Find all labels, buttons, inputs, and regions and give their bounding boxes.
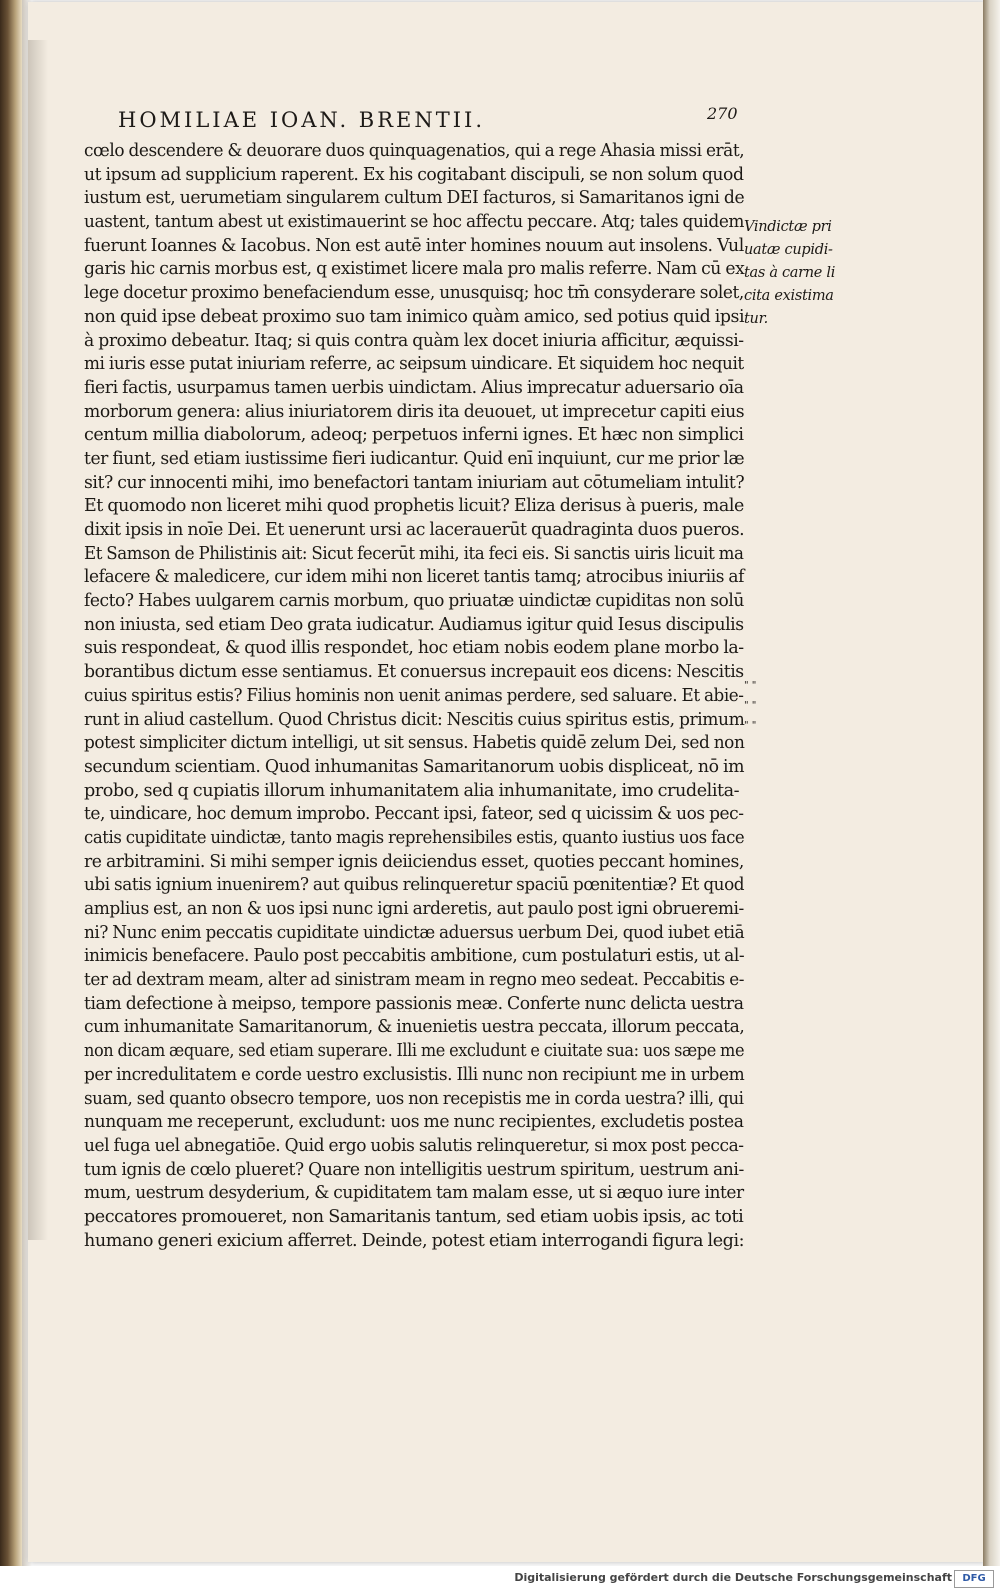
text-line: secundum scientiam. Quod inhumanitas Samaritanorum uobis displiceat, nō im (84, 756, 745, 777)
text-line: borantibus dictum esse sentiamus. Et conuersus increpauit eos dicens: Nescitis (84, 662, 744, 683)
dfg-logo: DFG (954, 1570, 994, 1588)
text-line: ter fiunt, sed etiam iustissime fieri iudicantur. Quid enī inquiunt, cur me prior læ (84, 448, 745, 469)
text-line: ni? Nunc enim peccatis cupiditate uindictæ aduersus uerbum Dei, quod iubet etiā (84, 922, 745, 943)
marginal-note-line: cita existima (744, 288, 834, 304)
quotation-mark: " " (744, 720, 757, 731)
text-line: iustum est, uerumetiam singularem cultum DEI facturos, si Samaritanos igni de (84, 188, 745, 209)
text-line: lege docetur proximo benefaciendum esse, unusquisq; hoc tm̄ consyderare solet, (84, 283, 744, 304)
quotation-mark: " " (744, 700, 757, 711)
text-line: non dicam æquare, sed etiam superare. Illi me excludunt e ciuitate sua: uos sæpe me (84, 1041, 745, 1062)
folio-number: 270 (707, 104, 738, 123)
marginal-note-line: uatæ cupidi- (744, 242, 833, 258)
footer-bar (0, 1566, 1000, 1590)
text-line: catis cupiditate uindictæ, tanto magis reprehensibiles estis, quanto iustius uos face (84, 827, 745, 848)
text-line: probo, sed q cupiatis illorum inhumanitatem alia inhumanitate, imo crudelita- (84, 780, 740, 801)
text-line: garis hic carnis morbus est, q existimet licere mala pro malis referre. Nam cū ex (84, 259, 745, 280)
text-line: ter ad dextram meam, alter ad sinistram meam in regno meo sedeat. Peccabitis e- (84, 970, 744, 991)
text-line: suam, sed quanto obsecro tempore, uos non recepistis me in corda uestra? illi, qui (84, 1088, 744, 1109)
text-line: cœlo descendere & deuorare duos quinquagenatios, qui a rege Ahasia missi erāt, (84, 141, 745, 161)
funding-credit: Digitalisierung gefördert durch die Deutsche Forschungsgemeinschaft (514, 1571, 952, 1584)
text-line: re arbitramini. Si mihi semper ignis deiiciendus esset, quoties peccant homines, (84, 851, 744, 872)
text-line: fuerunt Ioannes & Iacobus. Non est autē inter homines nouum aut insolens. Vul (84, 235, 744, 256)
text-line: inimicis benefacere. Paulo post peccabitis ambitione, cum postulaturi estis, ut al- (84, 946, 745, 967)
text-line: Et quomodo non liceret mihi quod prophetis licuit? Eliza derisus à pueris, male (84, 496, 744, 517)
text-line: amplius est, an non & uos ipsi nunc igni arderetis, aut paulo post igni obrueremi- (84, 899, 744, 919)
text-line: cuius spiritus estis? Filius hominis non uenit animas perdere, sed saluare. Et abie- (84, 685, 744, 706)
text-line: tum ignis de cœlo plueret? Quare non intelligitis uestrum spiritum, uestrum ani- (84, 1159, 744, 1180)
text-line: uel fuga uel abnegatiōe. Quid ergo uobis salutis relinqueretur, si mox post pecca- (84, 1135, 744, 1156)
body-text (84, 140, 744, 1253)
text-line: suis respondeat, & quod illis respondet, hoc etiam nobis eodem plane morbo la- (84, 638, 744, 659)
text-line: peccatores promoueret, non Samaritanis tantum, sed etiam uobis ipsis, ac toti (84, 1206, 744, 1227)
book-spine (0, 0, 22, 1566)
quotation-mark: " " (744, 680, 757, 691)
text-line: uastent, tantum abest ut existimauerint se hoc affectu peccare. Atq; tales quidem (84, 212, 745, 233)
text-line: per incredulitatem e corde uestro exclusistis. Illi nunc non recipiunt me in urbem (84, 1064, 745, 1085)
text-line: lefacere & maledicere, cur idem mihi non liceret tantis tamq; atrocibus iniuriis af (84, 567, 744, 588)
text-line: mi iuris esse putat iniuriam referre, ac seipsum uindicare. Et siquidem hoc nequit (84, 354, 744, 375)
text-line: tiam defectione à meipso, tempore passionis meæ. Conferte nunc delicta uestra (84, 993, 744, 1014)
marginal-note-line: tas à carne li (744, 265, 836, 281)
text-line: morborum genera: alius iniuriatorem diris ita deuouet, ut imprecetur capiti eius (84, 401, 745, 422)
text-line: potest simpliciter dictum intelligi, ut sit sensus. Habetis quidē zelum Dei, sed non (84, 733, 745, 754)
text-line: runt in aliud castellum. Quod Christus dicit: Nescitis cuius spiritus estis, primum (84, 709, 745, 730)
text-line: Et Samson de Philistinis ait: Sicut fecerūt mihi, ita feci eis. Si sanctis uiris licuit ma (84, 543, 744, 564)
text-line: centum millia diabolorum, adeoq; perpetuos inferni ignes. Et hæc non simplici (84, 425, 744, 446)
page-fore-edge (983, 0, 1000, 1566)
text-line: te, uindicare, hoc demum improbo. Peccant ipsi, fateor, sed q uicissim & uos pec- (84, 804, 744, 825)
text-line: mum, uestrum desyderium, & cupiditatem tam malam esse, ut si æquo iure inter (84, 1183, 744, 1204)
text-line: sit? cur innocenti mihi, imo benefactori tantam iniuriam aut cōtumeliam intulit? (84, 472, 745, 493)
text-line: fieri factis, usurpamus tamen uerbis uindictam. Alius imprecatur aduersario oīa (84, 377, 744, 398)
text-line: cum inhumanitate Samaritanorum, & inuenietis uestra peccata, illorum peccata, (84, 1017, 745, 1038)
text-line: nunquam me receperunt, excludunt: uos me nunc recipientes, excludetis postea (84, 1112, 744, 1133)
marginal-note-line: Vindictæ pri (744, 219, 832, 235)
marginal-note-line: tur. (744, 311, 768, 327)
text-line: humano generi exicium afferret. Deinde, potest etiam interrogandi figura legi: (84, 1230, 745, 1251)
marginal-note (744, 216, 834, 331)
gutter-shadow (28, 40, 48, 1240)
quotation-marks (744, 676, 770, 736)
text-line: fecto? Habes uulgarem carnis morbum, quo priuatæ uindictæ cupiditas non solū (84, 591, 744, 612)
text-line: non quid ipse debeat proximo suo tam inimico quàm amico, sed potius quid ipsi (84, 306, 745, 327)
text-line: non iniusta, sed etiam Deo grata iudicatur. Audiamus igitur quid Iesus discipulis (84, 614, 744, 635)
text-line: dixit ipsis in noīe Dei. Et uenerunt ursi ac lacerauerūt quadraginta duos pueros. (84, 520, 745, 540)
text-line: ut ipsum ad supplicium raperent. Ex his cogitabant discipuli, se non solum quod (84, 164, 744, 185)
text-line: ubi satis ignium inuenirem? aut quibus relinqueretur spaciū pœnitentiæ? Et quod (84, 875, 745, 896)
running-head: HOMILIAE IOAN. BRENTII. (118, 108, 486, 132)
text-line: à proximo debeatur. Itaq; si quis contra quàm lex docet iniuria afficitur, æquissi- (84, 330, 744, 351)
